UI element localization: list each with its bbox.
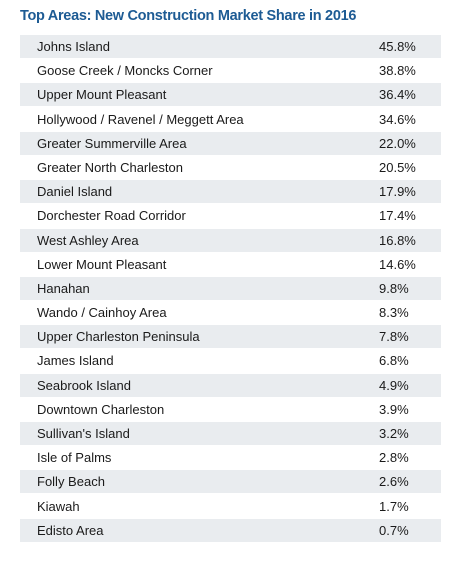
table-row <box>20 204 441 227</box>
market-share-cell: 2.6% <box>379 474 409 490</box>
table-row <box>20 132 441 155</box>
area-name-cell: Greater Summerville Area <box>37 135 187 151</box>
market-share-cell: 16.8% <box>379 232 416 248</box>
table-row <box>20 156 441 179</box>
table-row <box>20 422 441 445</box>
area-name-cell: West Ashley Area <box>37 232 139 248</box>
market-share-cell: 17.9% <box>379 184 416 200</box>
area-name-cell: Isle of Palms <box>37 450 112 466</box>
area-name-cell: Lower Mount Pleasant <box>37 256 167 272</box>
market-share-cell: 34.6% <box>379 111 416 127</box>
market-share-cell: 36.4% <box>379 87 416 103</box>
market-share-cell: 45.8% <box>379 39 416 54</box>
area-name-cell: Wando / Cainhoy Area <box>37 305 167 321</box>
area-name-cell: Edisto Area <box>37 522 104 538</box>
area-name-cell: Sullivan's Island <box>37 426 130 441</box>
area-name-cell: Hollywood / Ravenel / Meggett Area <box>37 111 244 127</box>
market-share-cell: 1.7% <box>379 498 409 514</box>
market-share-cell: 7.8% <box>379 329 409 345</box>
area-name-cell: Upper Mount Pleasant <box>37 87 167 103</box>
market-share-cell: 9.8% <box>379 280 409 296</box>
table-row <box>20 470 441 493</box>
table-row <box>20 108 441 131</box>
market-share-cell: 0.7% <box>379 522 409 538</box>
table-row <box>20 253 441 276</box>
market-share-cell: 38.8% <box>379 63 416 79</box>
area-name-cell: Dorchester Road Corridor <box>37 208 186 224</box>
table-row <box>20 374 441 397</box>
table-row <box>20 83 441 106</box>
area-name-cell: Kiawah <box>37 498 80 514</box>
area-name-cell: Folly Beach <box>37 474 105 490</box>
market-share-cell: 8.3% <box>379 305 409 321</box>
market-share-cell: 20.5% <box>379 159 416 175</box>
table-row <box>20 446 441 469</box>
area-name-cell: Goose Creek / Moncks Corner <box>37 63 213 79</box>
area-name-cell: Johns Island <box>37 39 110 54</box>
area-name-cell: Hanahan <box>37 280 90 296</box>
area-name-cell: Greater North Charleston <box>37 159 183 175</box>
market-share-cell: 6.8% <box>379 353 409 369</box>
market-share-cell: 3.2% <box>379 426 409 441</box>
market-share-cell: 17.4% <box>379 208 416 224</box>
table-row <box>20 35 441 58</box>
table-row <box>20 301 441 324</box>
table-row <box>20 325 441 348</box>
table-title: Top Areas: New Construction Market Share in 2016 <box>20 8 357 24</box>
market-share-cell: 14.6% <box>379 256 416 272</box>
table-row <box>20 398 441 421</box>
market-share-table <box>20 35 441 543</box>
area-name-cell: Downtown Charleston <box>37 401 165 417</box>
area-name-cell: Daniel Island <box>37 184 113 200</box>
area-name-cell: Upper Charleston Peninsula <box>37 329 200 345</box>
area-name-cell: James Island <box>37 353 114 369</box>
market-share-cell: 3.9% <box>379 401 409 417</box>
market-share-cell: 4.9% <box>379 377 409 393</box>
table-row <box>20 519 441 542</box>
table-row <box>20 495 441 518</box>
area-name-cell: Seabrook Island <box>37 377 131 393</box>
market-share-cell: 22.0% <box>379 135 416 151</box>
table-row <box>20 349 441 372</box>
table-row <box>20 277 441 300</box>
table-row <box>20 59 441 82</box>
table-row <box>20 180 441 203</box>
table-row <box>20 229 441 252</box>
market-share-cell: 2.8% <box>379 450 409 466</box>
